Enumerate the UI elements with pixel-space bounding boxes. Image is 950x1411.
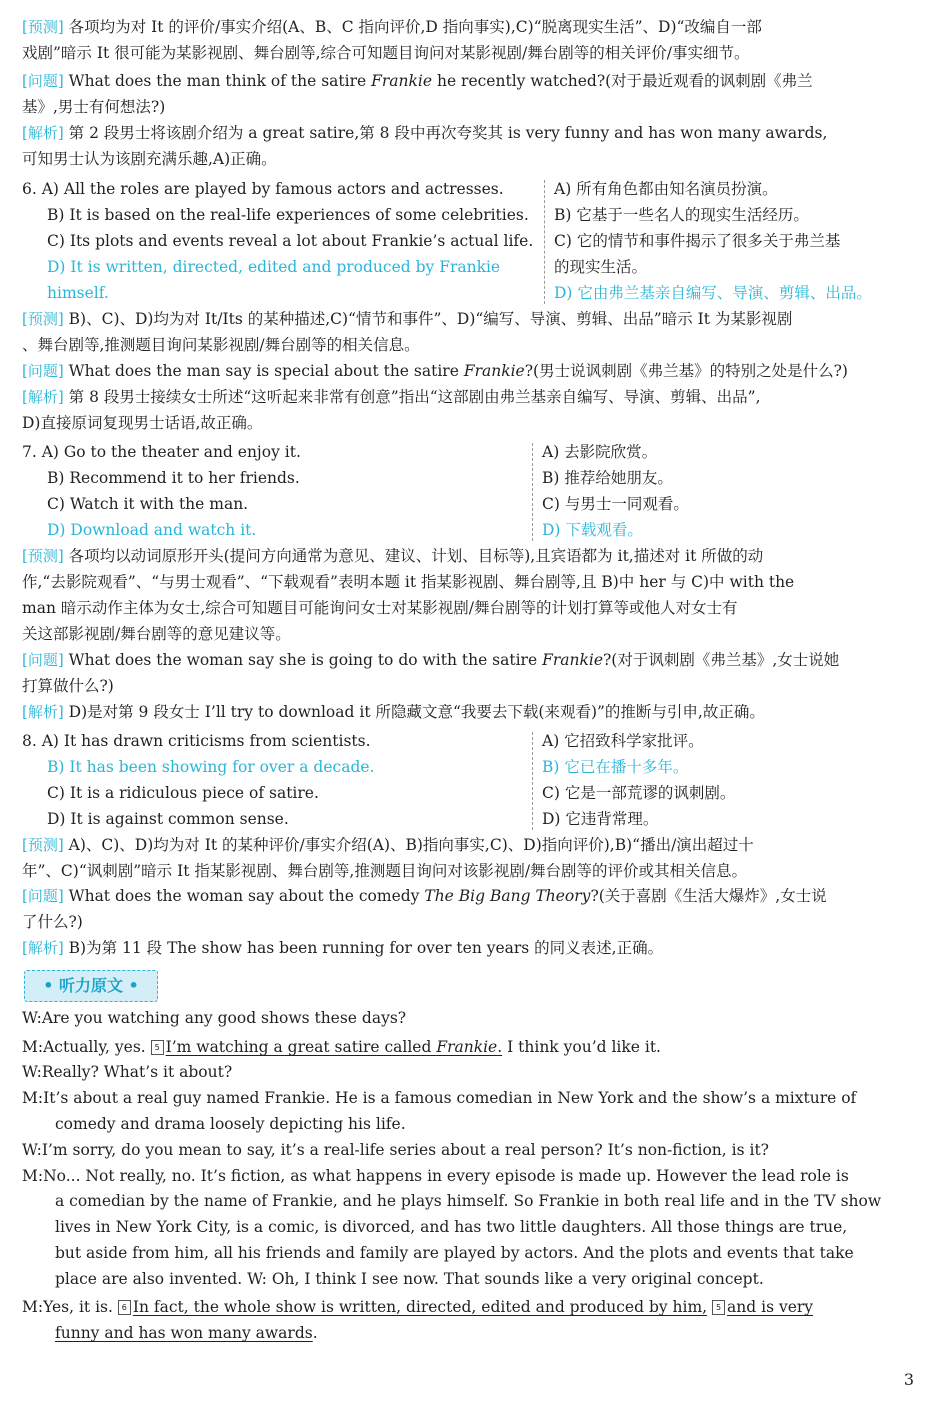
question-ref-badge: 6 [118,1300,131,1315]
q5-question-text-a: What does the man think of the satire [68,72,372,90]
q6-zh-b: B) 它基于一些名人的现实生活经历。 [554,206,809,224]
underlined-answer-5b: and is very [727,1298,814,1316]
q7-option-c: C) Watch it with the man. [47,495,249,513]
q8-predict-line-1 [22,832,754,858]
predict-tag: [预测] [22,18,64,36]
q7-zh-a: A) 去影院欣赏。 [542,443,658,461]
speaker-label: W: [22,1009,42,1027]
q5-question-title: Frankie [371,72,433,90]
q8-zh-a: A) 它招致科学家批评。 [542,732,704,750]
q8-question-text-a: What does the woman say about the comedy [68,887,425,905]
q8-option-b: B) It has been showing for over a decade. [47,758,375,776]
q8-predict-line-2: 年”、C)“讽刺剧”暗示 It 指某影视剧、舞台剧等,推测题目询问对该影视剧/舞台剧等的评价或其相关信息。 [22,862,748,880]
transcript-line-6b: a comedian by the name of Frankie, and he plays himself. So Frankie in both real life and in the TV show [55,1192,882,1210]
transcript-text: . [497,1038,503,1056]
transcript-title-badge: • 听力原文 • [24,970,158,1002]
transcript-line-7b [55,1320,318,1346]
transcript-line-6 [22,1163,849,1189]
q8-question-line-2: 了什么?) [22,913,83,931]
q7-question-text-a: What does the woman say she is going to do with the satire [68,651,543,669]
speaker-label: M: [22,1038,44,1056]
underlined-answer-5 [166,1038,503,1056]
transcript-line-3 [22,1059,232,1085]
q6-zh-c: C) 它的情节和事件揭示了很多关于弗兰基 [554,232,841,250]
q5-predict-line-2: 戏剧”暗示 It 很可能为某影视剧、舞台剧等,综合可知题目询问对某影视剧/舞台剧等的相关评价/事实细节。 [22,44,750,62]
transcript-line-6e: place are also invented. W: Oh, I think I see now. That sounds like a very original concept. [55,1270,764,1288]
q8-option-c: C) It is a ridiculous piece of satire. [47,784,319,802]
transcript-text: It’s about a real guy named Frankie. He is a famous comedian in New York and the show’s a mixture of [43,1089,857,1107]
q8-english-options [22,728,374,832]
q8-question-text-b: ?(关于喜剧《生活大爆炸》,女士说 [590,887,827,905]
q6-option-b: B) It is based on the real-life experiences of some celebrities. [47,206,529,224]
q7-predict-line-2: 作,“去影院观看”、“与男士观看”、“下载观看”表明本题 it 指某影视剧、舞台剧等,且 B)中 her 与 C)中 with the [22,573,795,591]
q7-number: 7. [22,443,37,461]
q8-analysis-text: B)为第 11 段 The show has been running for over ten years 的同义表述,正确。 [68,939,664,957]
analysis-tag: [解析] [22,703,64,721]
q6-option-d-cont: himself. [47,284,109,302]
transcript-line-1 [22,1005,406,1031]
q6-question-text-b: ?(男士说讽刺剧《弗兰基》的特别之处是什么?) [524,362,848,380]
q6-chinese-options [554,176,872,306]
q6-zh-c-cont: 的现实生活。 [554,258,648,276]
speaker-label: M: [22,1298,44,1316]
question-tag: [问题] [22,362,64,380]
q5-analysis-line-1 [22,120,827,146]
q7-zh-c: C) 与男士一同观看。 [542,495,689,513]
predict-tag: [预测] [22,310,64,328]
transcript-line-5 [22,1137,769,1163]
q7-zh-b: B) 推荐给她朋友。 [542,469,673,487]
q5-analysis-text-1: 第 2 段男士将该剧介绍为 a great satire,第 8 段中再次夸奖其 is very funny and has won many awards, [68,124,828,142]
transcript-line-7 [22,1294,813,1320]
underlined-answer-5b-cont: funny and has won many awards [55,1324,313,1342]
transcript-text: No... Not really, no. It’s fiction, as what happens in every episode is made up. However the lead role is [43,1167,849,1185]
q7-analysis-line [22,699,765,725]
predict-tag: [预测] [22,547,64,565]
speaker-label: W: [22,1063,42,1081]
q8-analysis-line [22,935,663,961]
transcript-line-6d: but aside from him, all his friends and family are played by actors. And the plots and events that take [55,1244,854,1262]
q6-question-line [22,358,848,384]
q5-predict-text-1: 各项均为对 It 的评价/事实介绍(A、B、C 指向评价,D 指向事实),C)“脱离现实生活”、D)“改编自一部 [68,18,762,36]
transcript-text: I’m sorry, do you mean to say, it’s a real-life series about a real person? It’s non-fiction, is it? [41,1141,769,1159]
page-number: 3 [903,1370,914,1389]
q7-chinese-options [542,439,689,543]
q8-option-d: D) It is against common sense. [47,810,289,828]
q6-zh-d: D) 它由弗兰基亲自编写、导演、剪辑、出品。 [554,284,872,302]
q7-english-options [22,439,301,543]
q6-analysis-text-1: 第 8 段男士接续女士所述“这听起来非常有创意”指出“这部剧由弗兰基亲自编写、导演、剪辑、出品”, [68,388,761,406]
q8-zh-b: B) 它已在播十多年。 [542,758,689,776]
q5-predict-line-1 [22,14,762,40]
analysis-tag: [解析] [22,124,64,142]
q8-divider [532,732,533,830]
question-tag: [问题] [22,651,64,669]
transcript-text: Really? What’s it about? [41,1063,233,1081]
transcript-line-4 [22,1085,856,1111]
q8-number: 8. [22,732,37,750]
analysis-tag: [解析] [22,939,64,957]
q8-chinese-options [542,728,735,832]
q6-predict-text-1: B)、C)、D)均为对 It/Its 的某种描述,C)“情节和事件”、D)“编写、导演、剪辑、出品”暗示 It 为某影视剧 [68,310,793,328]
question-ref-badge: 5 [151,1040,164,1055]
q7-predict-line-1 [22,543,763,569]
q7-predict-line-4: 关这部影视剧/舞台剧等的意见建议等。 [22,625,291,643]
q8-question-line-1 [22,883,827,909]
q6-predict-line-1 [22,306,792,332]
question-ref-badge: 5 [712,1300,725,1315]
speaker-label: M: [22,1167,44,1185]
q6-option-d: D) It is written, directed, edited and produced by Frankie [47,258,501,276]
underlined-answer-6: In fact, the whole show is written, directed, edited and produced by him, [132,1298,708,1316]
q7-question-text-b: ?(对于讽刺剧《弗兰基》,女士说她 [603,651,840,669]
q7-option-a: A) Go to the theater and enjoy it. [41,443,301,461]
q6-english-options [22,176,533,306]
question-tag: [问题] [22,72,64,90]
q7-predict-line-3: man 暗示动作主体为女士,综合可知题目可能询问女士对某影视剧/舞台剧等的计划打算等或他人对女士有 [22,599,738,617]
question-tag: [问题] [22,887,64,905]
transcript-text: Yes, it is. [43,1298,118,1316]
q6-option-a: A) All the roles are played by famous actors and actresses. [41,180,504,198]
q7-question-title: Frankie [542,651,603,669]
q7-divider [532,443,533,541]
q6-divider [544,180,545,304]
show-title: Frankie [436,1038,498,1056]
transcript-line-4b: comedy and drama loosely depicting his life. [55,1115,406,1133]
q7-option-d: D) Download and watch it. [47,521,257,539]
q6-analysis-line-2: D)直接原词复现男士话语,故正确。 [22,414,263,432]
q6-zh-a: A) 所有角色都由知名演员扮演。 [554,180,778,198]
q7-zh-d: D) 下载观看。 [542,521,643,539]
analysis-tag: [解析] [22,388,64,406]
q8-question-title: The Big Bang Theory [424,887,591,905]
q5-question-text-b: he recently watched?(对于最近观看的讽刺剧《弗兰 [432,72,813,90]
q7-predict-text-1: 各项均以动词原形开头(提问方向通常为意见、建议、计划、目标等),且宾语都为 it,描述对 it 所做的动 [68,547,764,565]
q5-analysis-line-2: 可知男士认为该剧充满乐趣,A)正确。 [22,150,277,168]
transcript-text: I’m watching a great satire called [165,1038,437,1056]
transcript-text: I think you’d like it. [502,1038,661,1056]
q6-analysis-line-1 [22,384,761,410]
predict-tag: [预测] [22,836,64,854]
q6-question-title: Frankie [463,362,525,380]
q7-option-b: B) Recommend it to her friends. [47,469,300,487]
q6-option-c: C) Its plots and events reveal a lot about Frankie’s actual life. [47,232,534,250]
q8-option-a: A) It has drawn criticisms from scientists. [41,732,371,750]
transcript-line-2 [22,1034,661,1060]
speaker-label: W: [22,1141,42,1159]
q8-zh-d: D) 它违背常理。 [542,810,659,828]
q8-zh-c: C) 它是一部荒谬的讽刺剧。 [542,784,736,802]
q5-question-line-1 [22,68,813,94]
q6-number: 6. [22,180,37,198]
q8-predict-text-1: A)、C)、D)均为对 It 的某种评价/事实介绍(A)、B)指向事实,C)、D)指向评价),B)“播出/演出超过十 [68,836,754,854]
transcript-text: Are you watching any good shows these days? [41,1009,407,1027]
q6-predict-line-2: 、舞台剧等,推测题目询问某影视剧/舞台剧等的相关信息。 [22,336,420,354]
q7-analysis-text: D)是对第 9 段女士 I’ll try to download it 所隐藏文意“我要去下载(来观看)”的推断与引申,故正确。 [68,703,765,721]
q7-question-line-2: 打算做什么?) [22,677,114,695]
q6-question-text-a: What does the man say is special about the satire [68,362,464,380]
speaker-label: M: [22,1089,44,1107]
transcript-text: Actually, yes. [43,1038,151,1056]
transcript-line-6c: lives in New York City, is a comic, is divorced, and has two little daughters. All those things are true, [55,1218,848,1236]
q5-question-line-2: 基》,男士有何想法?) [22,98,166,116]
q7-question-line-1 [22,647,839,673]
transcript-text: . [312,1324,318,1342]
